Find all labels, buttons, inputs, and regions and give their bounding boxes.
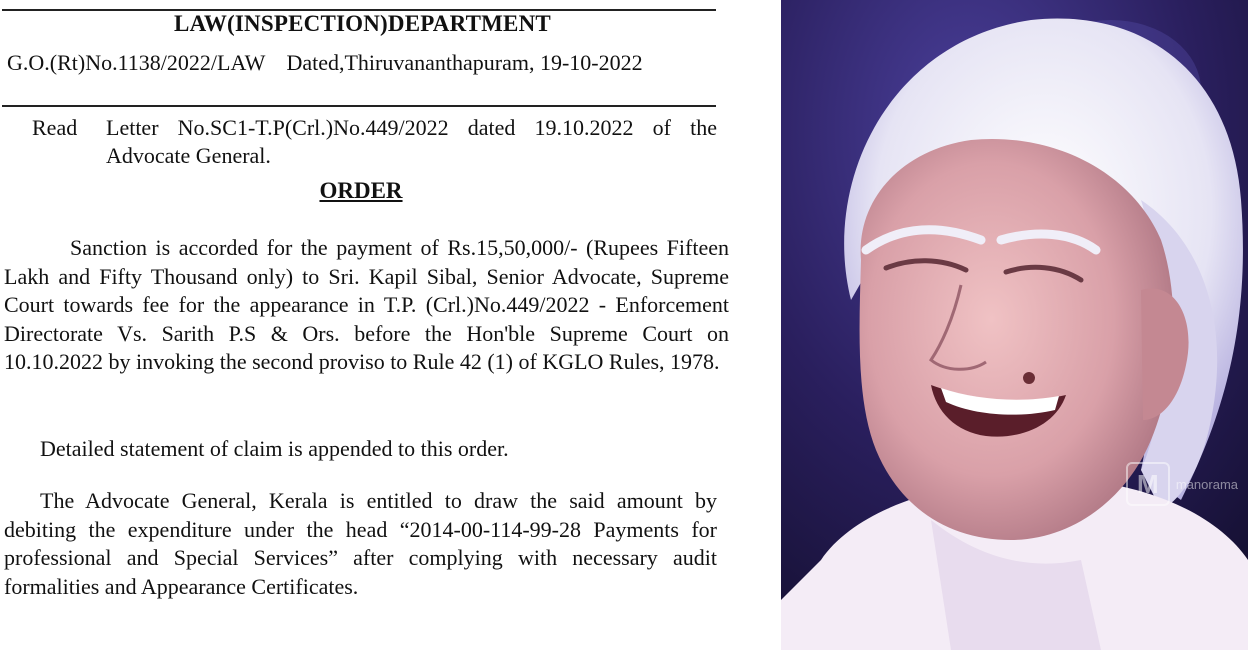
department-title: LAW(INSPECTION)DEPARTMENT: [174, 11, 551, 36]
watermark-logo: M: [1126, 462, 1170, 506]
order-heading: ORDER: [319, 178, 403, 203]
go-date: Dated,Thiruvananthapuram, 19-10-2022: [286, 50, 643, 75]
portrait-illustration: [781, 0, 1248, 650]
go-number: G.O.(Rt)No.1138/2022/LAW: [7, 50, 265, 75]
read-text: Letter No.SC1-T.P(Crl.)No.449/2022 dated 19.10.2022 of the Advocate General.: [106, 115, 717, 168]
paragraph-sanction: Sanction is accorded for the payment of Rs.15,50,000/- (Rupees Fifteen Lakh and Fifty Thousand only) to Sri. Kapil Sibal, Senior Advocate, Supreme Court towards fee for the appearance in T.P. (Crl.)No.449/2022 - Enforcement Directorate Vs. Sarith P.S & Ors. before the Hon'ble Supreme Court on 10.10.2022 by invoking the second proviso to Rule 42 (1) of KGLO Rules, 1978.: [4, 235, 729, 374]
go-reference: [7, 49, 707, 77]
watermark-text: manorama: [1175, 476, 1238, 492]
portrait-photo: [781, 0, 1248, 650]
read-reference: [32, 114, 717, 170]
read-label: Read: [32, 115, 78, 140]
paragraph-advocate-general: The Advocate General, Kerala is entitled to draw the said amount by debiting the expenditure under the head “2014-00-114-99-28 Payments for professional and Special Services” after complying with necessary audit formalities and Appearance Certificates.: [4, 488, 717, 599]
paragraph-statement: Detailed statement of claim is appended to this order.: [40, 436, 509, 461]
watermark: [1126, 462, 1238, 506]
header-rule: [2, 105, 716, 107]
